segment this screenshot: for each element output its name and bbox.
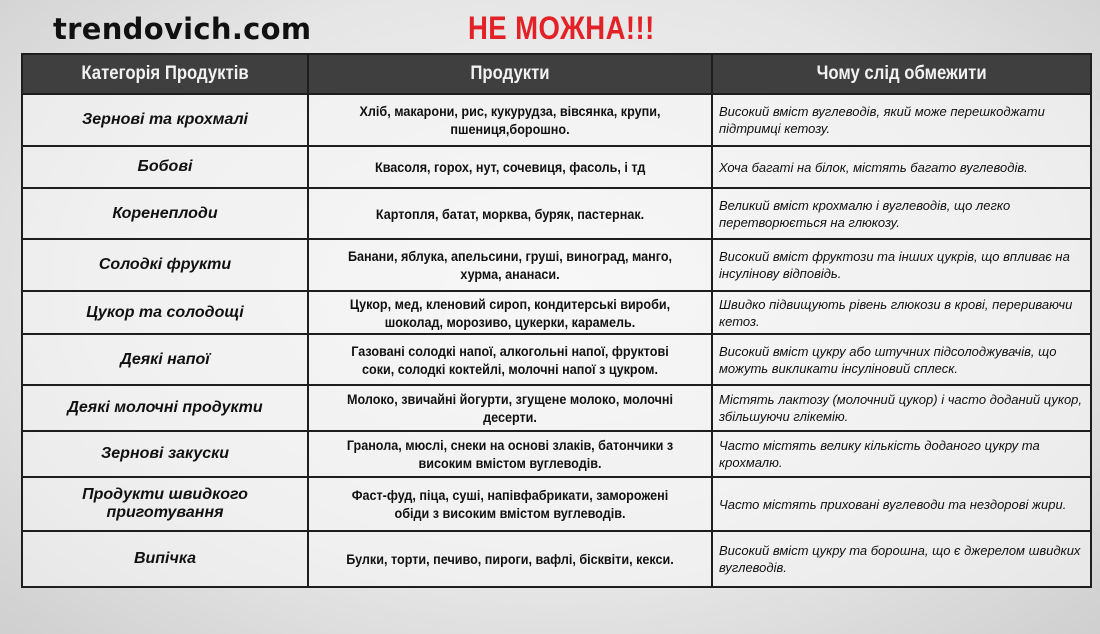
- table-row: [22, 94, 1091, 146]
- column-header-products: Продукти: [308, 54, 712, 94]
- category-cell: Зернові та крохмалі: [22, 94, 308, 146]
- reason-cell: Високий вміст вуглеводів, який може перешкоджати підтримці кетозу.: [712, 94, 1091, 146]
- products-cell: Квасоля, горох, нут, сочевиця, фасоль, і тд: [308, 146, 712, 188]
- table-row: [22, 531, 1091, 587]
- reason-cell: Містять лактозу (молочний цукор) і часто доданий цукор, збільшуючи глікемію.: [712, 385, 1091, 431]
- warning-title: НЕ МОЖНА!!!: [468, 10, 655, 46]
- table-row: [22, 385, 1091, 431]
- reason-cell: Високий вміст цукру та борошна, що є джерелом швидких вуглеводів.: [712, 531, 1091, 587]
- reason-cell: Часто містять велику кількість доданого цукру та крохмалю.: [712, 431, 1091, 477]
- column-header-category: Категорія Продуктів: [22, 54, 308, 94]
- products-cell: Банани, яблука, апельсини, груші, виноград, манго, хурма, ананаси.: [308, 239, 712, 291]
- reason-cell: Хоча багаті на білок, містять багато вуглеводів.: [712, 146, 1091, 188]
- products-cell: Булки, торти, печиво, пироги, вафлі, бісквіти, кекси.: [308, 531, 712, 587]
- table-row: [22, 146, 1091, 188]
- products-cell: Гранола, мюслі, снеки на основі злаків, батончики з високим вмістом вуглеводів.: [308, 431, 712, 477]
- table-row: [22, 188, 1091, 239]
- category-cell: Продукти швидкого приготування: [22, 477, 308, 531]
- category-cell: Солодкі фрукти: [22, 239, 308, 291]
- category-cell: Деякі молочні продукти: [22, 385, 308, 431]
- table-row: [22, 291, 1091, 334]
- category-cell: Бобові: [22, 146, 308, 188]
- table-row: [22, 431, 1091, 477]
- reason-cell: Швидко підвищують рівень глюкози в крові, перериваючи кетоз.: [712, 291, 1091, 334]
- table-row: [22, 334, 1091, 385]
- products-cell: Картопля, батат, морква, буряк, пастернак.: [308, 188, 712, 239]
- reason-cell: Високий вміст цукру або штучних підсолоджувачів, що можуть викликати інсуліновий сплеск.: [712, 334, 1091, 385]
- products-cell: Молоко, звичайні йогурти, згущене молоко, молочні десерти.: [308, 385, 712, 431]
- products-cell: Цукор, мед, кленовий сироп, кондитерські вироби, шоколад, морозиво, цукерки, карамель.: [308, 291, 712, 334]
- category-cell: Деякі напої: [22, 334, 308, 385]
- reason-cell: Високий вміст фруктози та інших цукрів, що впливає на інсулінову відповідь.: [712, 239, 1091, 291]
- reason-cell: Часто містять приховані вуглеводи та нездорові жири.: [712, 477, 1091, 531]
- products-cell: Фаст-фуд, піца, суші, напівфабрикати, заморожені обіди з високим вмістом вуглеводів.: [308, 477, 712, 531]
- products-cell: Хліб, макарони, рис, кукурудза, вівсянка, крупи, пшениця,борошно.: [308, 94, 712, 146]
- category-cell: Випічка: [22, 531, 308, 587]
- site-name: trendovich.com: [53, 12, 312, 46]
- table-row: [22, 477, 1091, 531]
- table-row: [22, 239, 1091, 291]
- category-cell: Цукор та солодощі: [22, 291, 308, 334]
- table-header-row: [22, 54, 1091, 94]
- restricted-foods-table: [21, 53, 1092, 588]
- column-header-reason: Чому слід обмежити: [712, 54, 1091, 94]
- category-cell: Коренеплоди: [22, 188, 308, 239]
- reason-cell: Великий вміст крохмалю і вуглеводів, що легко перетворюється на глюкозу.: [712, 188, 1091, 239]
- products-cell: Газовані солодкі напої, алкогольні напої, фруктові соки, солодкі коктейлі, молочні напої з цукром.: [308, 334, 712, 385]
- category-cell: Зернові закуски: [22, 431, 308, 477]
